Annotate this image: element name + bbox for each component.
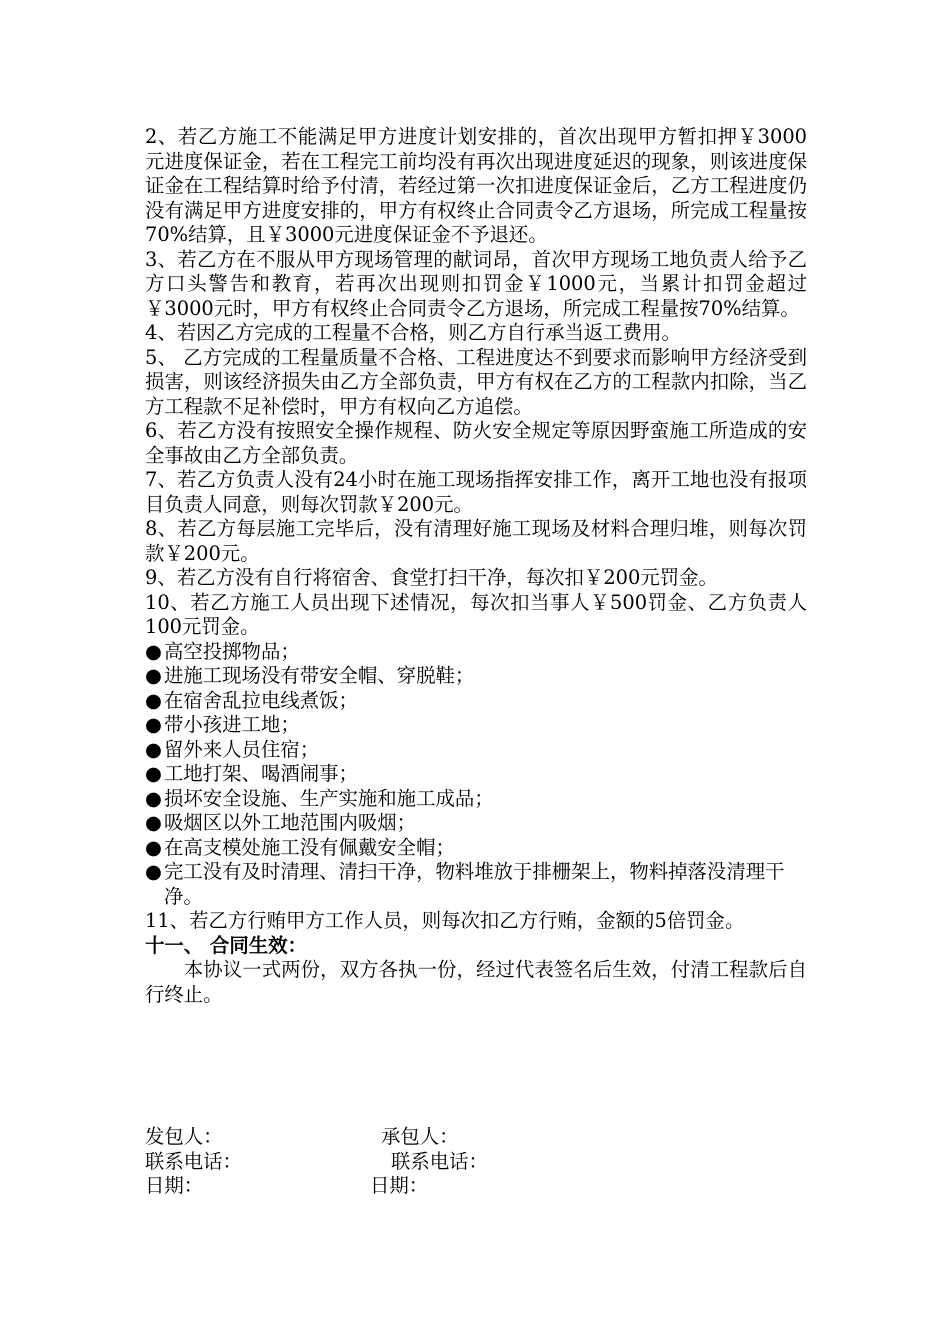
list-item: ● 进施工现场没有带安全帽、穿脱鞋； <box>145 664 475 687</box>
section-heading: 十一、 合同生效： <box>145 933 307 957</box>
signature-block <box>145 1125 807 1199</box>
list-item: ● 留外来人员住宿； <box>145 737 320 761</box>
clause-3: 3、若乙方在不服从甲方现场管理的献词昂，首次甲方现场工地负责人给予乙方口头警告和教育，若再次出现则扣罚金￥1000元，当累计扣罚金超过￥3000元时，甲方有权终止合同责令乙方退场，所完成工程量按70%结算。 <box>145 247 807 320</box>
clause-8: 8、若乙方每层施工完毕后，没有清理好施工现场及材料合理归堆，则每次罚款￥200元。 <box>145 517 807 565</box>
list-item: ● 吸烟区以外工地范围内吸烟； <box>145 811 417 834</box>
list-item: ● 带小孩进工地； <box>145 713 300 736</box>
bullet-icon: ● <box>145 762 162 785</box>
bullet-icon: ● <box>145 860 162 883</box>
bullet-icon: ● <box>145 688 162 712</box>
contractor-phone-label: 联系电话： <box>391 1149 488 1173</box>
issuer-date-label: 日期： <box>145 1174 204 1197</box>
list-item: ● 损坏安全设施、生产实施和施工成品； <box>145 786 494 810</box>
clause-9: 9、若乙方没有自行将宿舍、食堂打扫干净，每次扣￥200元罚金。 <box>145 566 718 589</box>
document-body <box>145 125 807 1007</box>
contractor-label: 承包人： <box>381 1125 459 1148</box>
signature-row-date <box>145 1174 807 1199</box>
bullet-icon: ● <box>145 737 162 761</box>
bullet-icon: ● <box>145 713 162 736</box>
violation-list <box>145 640 807 910</box>
clause-6: 6、若乙方没有按照安全操作规程、防火安全规定等原因野蛮施工所造成的安全事故由乙方全部负责。 <box>145 419 807 467</box>
signature-row-phone <box>145 1150 807 1175</box>
bullet-icon: ● <box>145 664 162 687</box>
bullet-icon: ● <box>145 811 162 834</box>
contractor-date-label: 日期： <box>370 1174 429 1197</box>
list-item: ● 工地打架、喝酒闹事； <box>145 762 358 785</box>
clause-10: 10、若乙方施工人员出现下述情况，每次扣当事人￥500罚金、乙方负责人100元罚金。 <box>145 590 807 638</box>
clause-4: 4、若因乙方完成的工程量不合格，则乙方自行承当返工费用。 <box>145 321 681 344</box>
section-body: 本协议一式两份，双方各执一份，经过代表签名后生效，付清工程款后自行终止。 <box>145 958 807 1006</box>
list-item: ● 高空投掷物品； <box>145 639 300 663</box>
issuer-phone-label: 联系电话： <box>145 1149 242 1173</box>
list-item: ● 在高支模处施工没有佩戴安全帽； <box>145 835 455 859</box>
clause-7: 7、若乙方负责人没有24小时在施工现场指挥安排工作，离开工地也没有报项目负责人同意，则每次罚款￥200元。 <box>145 468 807 516</box>
clause-11: 11、若乙方行贿甲方工作人员，则每次扣乙方行贿，金额的5倍罚金。 <box>145 909 745 932</box>
list-item: ● 完工没有及时清理、清扫干净，物料堆放于排栅架上，物料掉落没清理干净。 <box>145 860 785 908</box>
list-item: ● 在宿舍乱拉电线煮饭； <box>145 688 358 712</box>
clause-2: 2、若乙方施工不能满足甲方进度计划安排的，首次出现甲方暂扣押￥3000元进度保证金，若在工程完工前均没有再次出现进度延迟的现象，则该进度保证金在工程结算时给予付清，若经过第一次扣进度保证金后，乙方工程进度仍没有满足甲方进度安排的，甲方有权终止合同责令乙方退场，所完成工程量按70%结算，且￥3000元进度保证金不予退还。 <box>145 125 807 246</box>
signature-row-parties <box>145 1125 807 1150</box>
issuer-label: 发包人： <box>145 1125 223 1148</box>
bullet-icon: ● <box>145 639 162 663</box>
clause-5: 5、 乙方完成的工程量质量不合格、工程进度达不到要求而影响甲方经济受到损害，则该经济损失由乙方全部负责，甲方有权在乙方的工程款内扣除，当乙方工程款不足补偿时，甲方有权向乙方追偿。 <box>145 345 807 418</box>
bullet-icon: ● <box>145 786 162 810</box>
bullet-icon: ● <box>145 835 162 859</box>
